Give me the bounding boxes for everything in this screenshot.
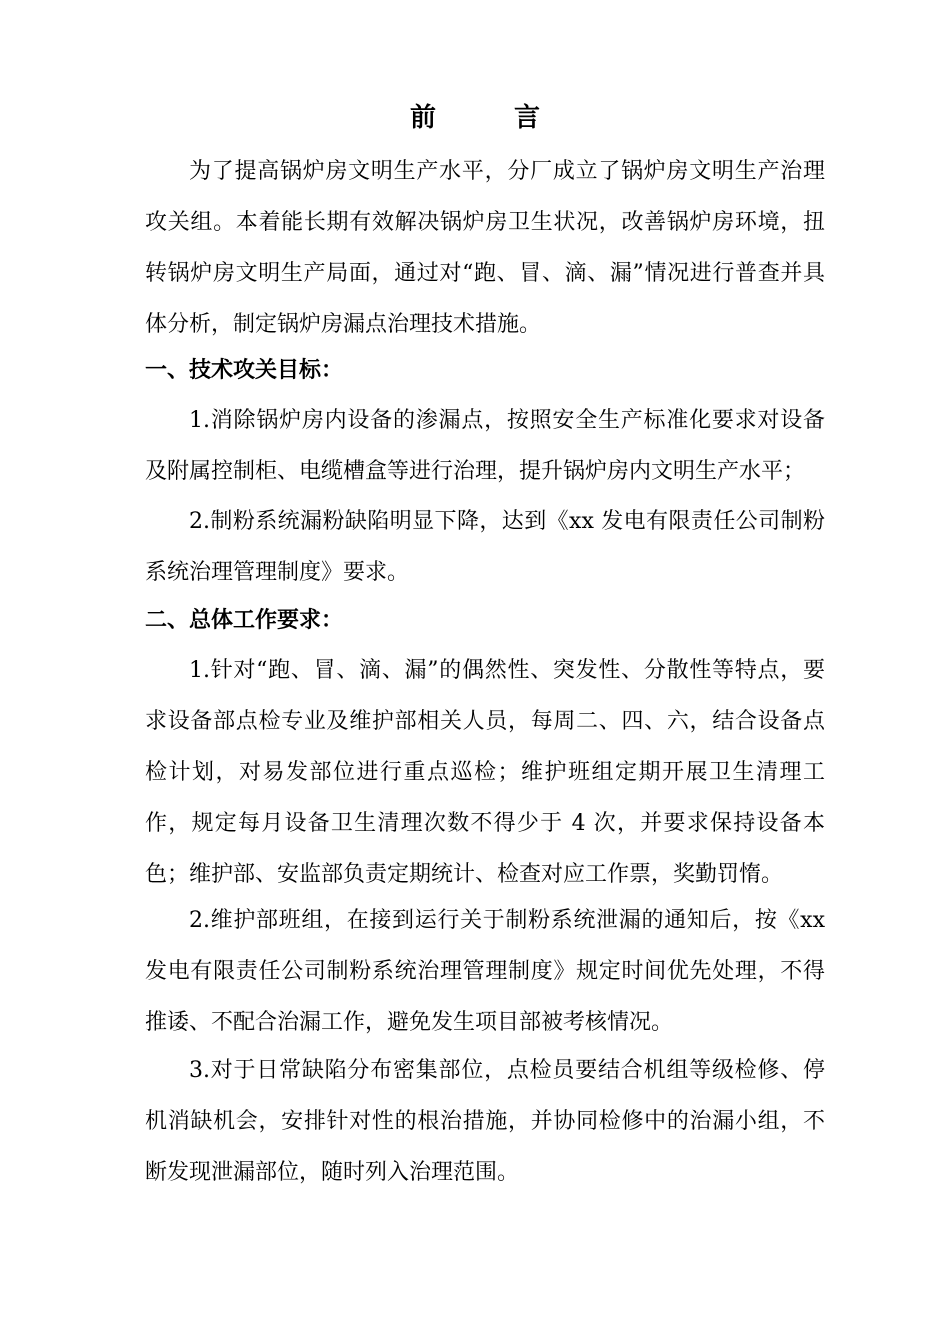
requirement-item-3: 3.对于日常缺陷分布密集部位，点检员要结合机组等级检修、停机消缺机会，安排针对性的根治措施，并协同检修中的治漏小组，不断发现泄漏部位，随时列入治理范围。 <box>145 1058 825 1185</box>
intro-paragraph: 为了提高锅炉房文明生产水平，分厂成立了锅炉房文明生产治理攻关组。本着能长期有效解决锅炉房卫生状况，改善锅炉房环境，扭转锅炉房文明生产局面，通过对“跑、冒、滴、漏”情况进行普查并具体分析，制定锅炉房漏点治理技术措施。 <box>145 159 825 337</box>
section-heading-requirements: 二、总体工作要求： <box>145 608 344 633</box>
goal-item-2: 2.制粉系统漏粉缺陷明显下降，达到《xx 发电有限责任公司制粉系统治理管理制度》要求。 <box>145 509 825 585</box>
section-heading-goals: 一、技术攻关目标： <box>145 358 344 383</box>
requirement-item-1: 1.针对“跑、冒、滴、漏”的偶然性、突发性、分散性等特点，要求设备部点检专业及维护部相关人员，每周二、四、六，结合设备点检计划，对易发部位进行重点巡检；维护班组定期开展卫生清理工作，规定每月设备卫生清理次数不得少于 4 次，并要求保持设备本色；维护部、安监部负责定期统计、检查对应工作票，奖勤罚惰。 <box>145 658 825 887</box>
document-title: 前 言 <box>409 103 566 133</box>
goal-item-1: 1.消除锅炉房内设备的渗漏点，按照安全生产标准化要求对设备及附属控制柜、电缆槽盒等进行治理，提升锅炉房内文明生产水平； <box>145 408 825 484</box>
requirement-item-2: 2.维护部班组，在接到运行关于制粉系统泄漏的通知后，按《xx 发电有限责任公司制粉系统治理管理制度》规定时间优先处理，不得推诿、不配合治漏工作，避免发生项目部被考核情况。 <box>145 908 825 1035</box>
